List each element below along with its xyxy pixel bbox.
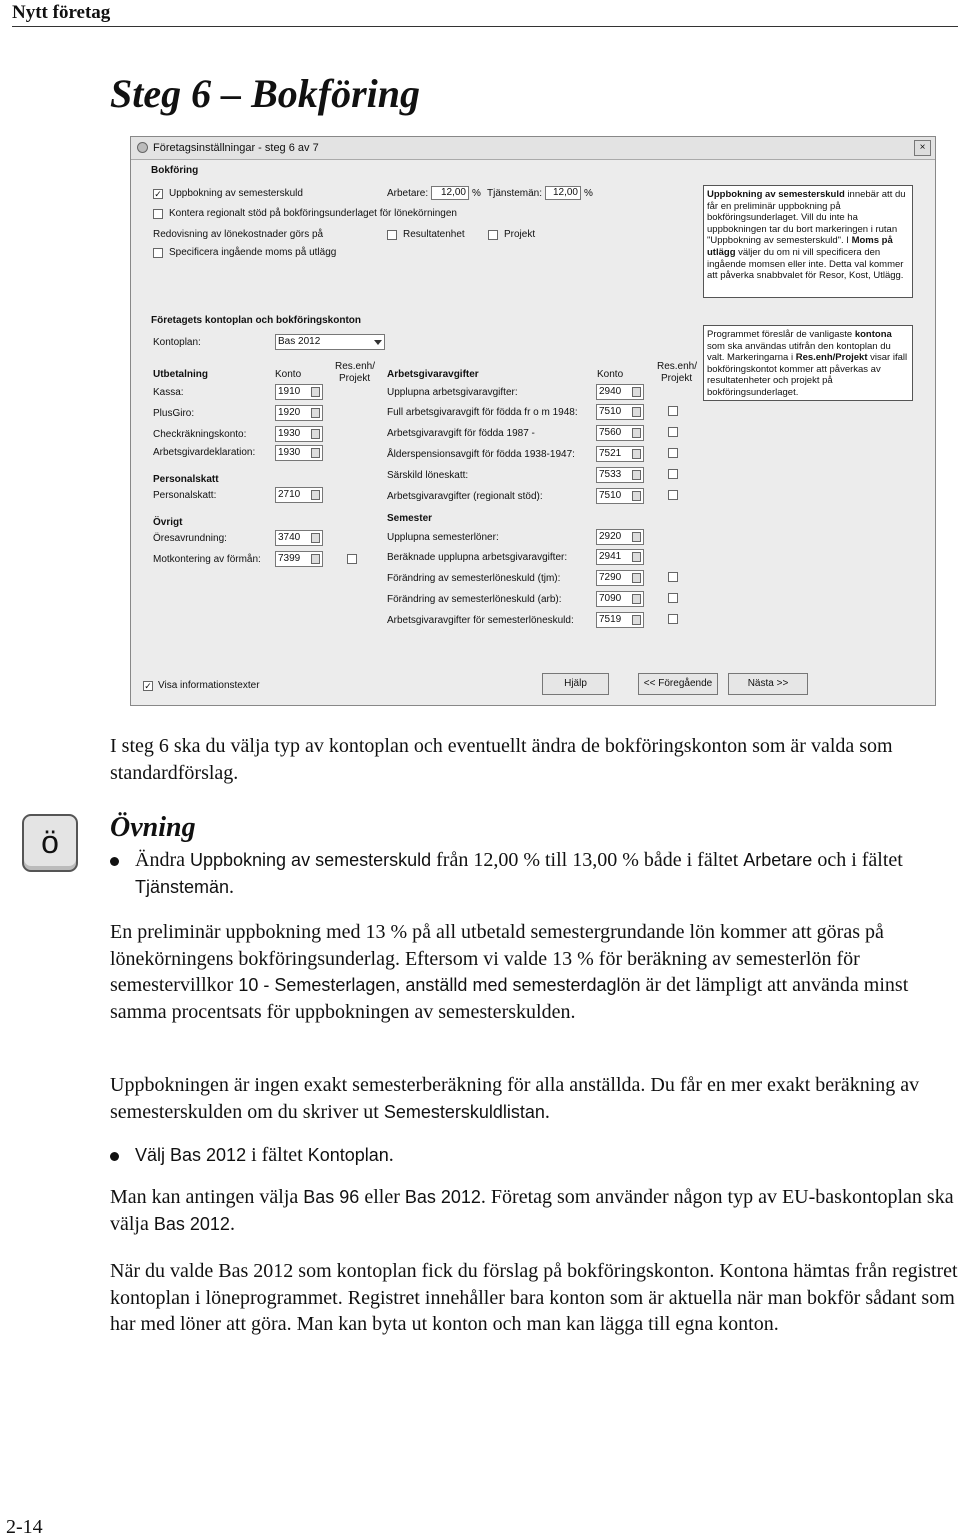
p4d: Bas 2012 (404, 1187, 481, 1207)
paragraph-3 (110, 1072, 958, 1125)
checkbox-visa-info[interactable]: ✓ (144, 681, 152, 691)
kontoplan-select[interactable] (275, 334, 385, 350)
lookup-icon[interactable] (632, 615, 641, 625)
checkbox-resenh-motkontering[interactable] (347, 554, 357, 564)
b2d: Kontoplan (307, 1145, 389, 1165)
p2b: bokföringsunderlag (238, 947, 395, 970)
checkbox-resultatenhet[interactable] (387, 230, 397, 240)
info1-text2: väljer du om ni vill specificera den ingående momsen eller inte. Detta val kommer att påverka snabbvalet för Resor, Kost, Utlägg. (707, 246, 904, 282)
app-icon (137, 142, 148, 153)
konto-forandring-tjm-value: 7290 (599, 572, 622, 583)
label-kontera: Kontera regionalt stöd på bokföringsunderlaget för lönekörningen (169, 208, 457, 219)
chevron-down-icon (374, 340, 382, 345)
group-semester: Semester (387, 513, 433, 524)
pct-arbetare: % (472, 188, 481, 199)
info2-pre: Programmet föreslår de vanligaste (707, 329, 855, 340)
label-resultatenhet: Resultatenhet (403, 229, 465, 240)
label-forandring-arb: Förändring av semesterlöneskuld (arb): (387, 594, 562, 605)
label-uppbokning: Uppbokning av semesterskuld (169, 188, 303, 199)
konto-aga-regionalt[interactable] (596, 488, 644, 504)
lookup-icon[interactable] (632, 532, 641, 542)
checkbox-resenh-forandring-arb[interactable] (668, 593, 678, 603)
running-header-title: Nytt företag (12, 2, 111, 23)
info2-bold1: kontona (854, 329, 892, 340)
p4g: . (229, 1212, 235, 1235)
label-alderspension: Ålderspensionsavgift för födda 1938-1947: (387, 449, 575, 460)
b1e: och i fältet (812, 849, 903, 871)
col-resenh-left-1: Res.enh/ (335, 361, 376, 372)
group-ovrigt: Övrigt (153, 517, 183, 528)
konto-arbetsgivardekl[interactable] (275, 445, 323, 461)
tjansteman-input[interactable]: 12,00 (545, 186, 581, 200)
konto-aga-regionalt-value: 7510 (599, 490, 622, 501)
konto-alderspension-value: 7521 (599, 448, 622, 459)
label-ber-upplupna: Beräknade upplupna arbetsgivaravgifter: (387, 552, 568, 563)
checkbox-resenh-aga-1987[interactable] (668, 427, 678, 437)
konto-checkrakning[interactable] (275, 426, 323, 442)
key-letter: ö (41, 824, 59, 860)
p3a: Uppbokningen är ingen exakt semesterberäkning för alla anställda. Du får en mer exakt beräkning av semesterskulden om du skriver ut (110, 1074, 920, 1123)
b2a: Välj (135, 1145, 171, 1165)
konto-alderspension[interactable] (596, 446, 644, 462)
b2e: . (388, 1144, 394, 1166)
p2c: . Eftersom vi valde 13 % för beräkning av semesterlön för semestervillkor (110, 947, 860, 997)
label-aga-regionalt: Arbetsgivaravgifter (regionalt stöd): (387, 491, 543, 502)
lookup-icon[interactable] (311, 554, 320, 564)
label-checkrakning: Checkräkningskonto: (153, 429, 247, 440)
group-arbetsgivaravgifter: Arbetsgivaravgifter (387, 369, 479, 380)
b2b: Bas 2012 (170, 1145, 247, 1165)
konto-ber-upplupna[interactable] (596, 549, 644, 565)
konto-full-aga[interactable] (596, 404, 644, 420)
col-resenh-right-1: Res.enh/ (657, 361, 698, 372)
checkbox-resenh-aga-semester[interactable] (668, 614, 678, 624)
lookup-icon[interactable] (632, 470, 641, 480)
checkbox-projekt[interactable] (488, 230, 498, 240)
col-konto-left: Konto (275, 369, 302, 380)
label-motkontering: Motkontering av förmån: (153, 554, 261, 565)
konto-oresavrundning-value: 3740 (278, 532, 301, 543)
konto-motkontering[interactable] (275, 551, 323, 567)
konto-checkrakning-value: 1930 (278, 428, 301, 439)
label-upplupna-sem: Upplupna semesterlöner: (387, 532, 499, 543)
info1-bold2: Moms på utlägg (707, 235, 893, 258)
info-box-kontoplan (703, 325, 913, 401)
arbetare-input[interactable]: 12,00 (431, 186, 469, 200)
konto-aga-1987-value: 7560 (599, 427, 622, 438)
col-konto-right: Konto (597, 369, 624, 380)
b1c: från 12,00 % till 13,00 % både i fältet (431, 849, 744, 871)
konto-forandring-arb-value: 7090 (599, 593, 622, 604)
info2-bold2: Res.enh/Projekt (795, 352, 868, 364)
label-personalskatt: Personalskatt: (153, 490, 217, 501)
label-visa-info: Visa informationstexter (158, 680, 260, 691)
exercise-bullet-2 (110, 1142, 958, 1170)
label-projekt: Projekt (504, 229, 536, 240)
konto-upplupna-sem[interactable] (596, 529, 644, 545)
info2-mid: som ska användas utifrån den kontoplan du valt. Markeringarna i (707, 340, 891, 364)
exercise-bullet-1 (110, 847, 958, 901)
lookup-icon[interactable] (632, 428, 641, 438)
b1d: Arbetare (743, 850, 813, 870)
lookup-icon[interactable] (632, 491, 641, 501)
paragraph-5: När du valde Bas 2012 som kontoplan fick du förslag på bokföringskonton. Kontona hämtas från registret kontoplan i löneprogrammet. Registret innehåller bara konton som är aktuella när man bokför sådant som har med löner att göra. Man kan byta ut konton och man kan lägga till egna konton. (110, 1260, 958, 1336)
konto-aga-semester-value: 7519 (599, 614, 622, 625)
konto-upplupna-aga-value: 2940 (599, 386, 622, 397)
p4f: Bas 2012 (153, 1213, 230, 1234)
konto-forandring-arb[interactable] (596, 591, 644, 607)
label-tjansteman: Tjänstemän: (487, 188, 543, 199)
intro-paragraph: I steg 6 ska du välja typ av kontoplan och eventuellt ändra de bokföringskonton som är valda som standardförslag. (110, 735, 893, 784)
bullet-dot (110, 1152, 119, 1161)
paragraph-4 (110, 1184, 958, 1237)
label-oresavrundning: Öresavrundning: (153, 533, 227, 544)
label-forandring-tjm: Förändring av semesterlöneskuld (tjm): (387, 573, 561, 584)
p2e: är det lämpligt att använda minst samma procentsats för uppbokningen av semesterskulden. (110, 974, 909, 1023)
b1a: Ändra (135, 849, 190, 871)
konto-kassa[interactable] (275, 384, 323, 400)
checkbox-resenh-forandring-tjm[interactable] (668, 572, 678, 582)
konto-forandring-tjm[interactable] (596, 570, 644, 586)
pct-tjansteman: % (584, 188, 593, 199)
checkbox-uppbokning[interactable]: ✓ (154, 189, 162, 199)
lookup-icon[interactable] (632, 449, 641, 459)
lookup-icon[interactable] (632, 407, 641, 417)
label-aga-semester: Arbetsgivaravgifter för semesterlöneskuld: (387, 615, 574, 626)
label-sarskild: Särskild löneskatt: (387, 470, 469, 481)
label-kontoplan: Kontoplan: (153, 337, 201, 348)
lookup-icon[interactable] (632, 573, 641, 583)
konto-oresavrundning[interactable] (275, 530, 323, 546)
p4e: . Företag som använder någon typ av EU-baskontoplan ska välja (110, 1186, 954, 1235)
info2-post: visar ifall bokföringskontot kommer att påverkas av resultatenheter och projekt på bokföringsunderlaget. (707, 352, 908, 398)
b1g: . (229, 875, 235, 898)
page-number: 2-14 (6, 1516, 43, 1538)
next-button[interactable]: Nästa >> (728, 673, 808, 695)
info1-pre2: I (846, 235, 852, 247)
lookup-icon[interactable] (311, 387, 320, 397)
konto-upplupna-aga[interactable] (596, 384, 644, 400)
bullet-1-text (135, 847, 958, 900)
label-aga-1987: Arbetsgivaravgift för födda 1987 - (387, 428, 535, 439)
lookup-icon[interactable] (632, 387, 641, 397)
b1f: Tjänstemän (135, 876, 230, 897)
konto-arbetsgivardekl-value: 1930 (278, 447, 301, 458)
section-heading: Steg 6 – Bokföring (110, 71, 421, 116)
label-arbetsgivardekl: Arbetsgivardeklaration: (153, 447, 256, 458)
lookup-icon[interactable] (311, 429, 320, 439)
lookup-icon[interactable] (311, 448, 320, 458)
checkbox-resenh-sarskild[interactable] (668, 469, 678, 479)
lookup-icon[interactable] (632, 552, 641, 562)
konto-full-aga-value: 7510 (599, 406, 622, 417)
lookup-icon[interactable] (632, 594, 641, 604)
checkbox-kontera[interactable] (153, 209, 163, 219)
konto-personalskatt-value: 2710 (278, 489, 301, 500)
konto-kassa-value: 1910 (278, 386, 301, 397)
checkbox-specificera[interactable] (153, 248, 163, 258)
p4a: Man kan antingen välja (110, 1186, 304, 1208)
label-upplupna-aga: Upplupna arbetsgivaravgifter: (387, 387, 518, 398)
info1-text: innebär att du får en preliminär uppbokning på bokföringsunderlaget. Vill du inte ha uppbokningen tar du bort markeringen i rutan "Uppbokning av semesterskuld". (707, 189, 906, 247)
konto-personalskatt[interactable] (275, 487, 323, 503)
keyboard-key-icon (22, 814, 78, 872)
label-plusgiro: PlusGiro: (153, 408, 195, 419)
window-titlebar (131, 137, 935, 160)
info-box-uppbokning (703, 185, 913, 298)
label-arbetare: Arbetare: (387, 188, 429, 199)
exercise-heading: Övning (110, 812, 196, 843)
konto-plusgiro[interactable] (275, 405, 323, 421)
p3b: Semesterskuldlistan (383, 1101, 545, 1122)
konto-upplupna-sem-value: 2920 (599, 531, 622, 542)
konto-sarskild-value: 7533 (599, 469, 622, 480)
p2d: 10 - Semesterlagen, anställd med semesterdaglön (238, 975, 641, 996)
lookup-icon[interactable] (311, 408, 320, 418)
lookup-icon[interactable] (311, 490, 320, 500)
group-utbetalning: Utbetalning (153, 369, 208, 380)
previous-button[interactable]: << Föregående (638, 673, 718, 695)
close-icon[interactable]: × (914, 140, 931, 156)
label-full-aga: Full arbetsgivaravgift för födda fr o m 1948: (387, 407, 578, 418)
bullet-2-text (135, 1142, 958, 1169)
konto-ber-upplupna-value: 2941 (599, 551, 622, 562)
checkbox-resenh-aga-regionalt[interactable] (668, 490, 678, 500)
running-header (12, 0, 958, 27)
konto-aga-1987[interactable] (596, 425, 644, 441)
group-personalskatt: Personalskatt (153, 474, 219, 485)
konto-aga-semester[interactable] (596, 612, 644, 628)
col-resenh-left-2: Projekt (339, 373, 371, 384)
info1-bold: Uppbokning av semesterskuld (707, 189, 845, 200)
help-button[interactable]: Hjälp (542, 673, 609, 695)
checkbox-resenh-full-aga[interactable] (668, 406, 678, 416)
konto-sarskild[interactable] (596, 467, 644, 483)
window-title: Företagsinställningar - steg 6 av 7 (153, 142, 319, 154)
p4b: Bas 96 (303, 1187, 360, 1207)
section-bokforing: Bokföring (151, 165, 199, 176)
konto-plusgiro-value: 1920 (278, 407, 301, 418)
label-redovisning: Redovisning av lönekostnader görs på (153, 229, 324, 240)
col-resenh-right-2: Projekt (661, 373, 693, 384)
p4c: eller (359, 1186, 405, 1208)
konto-motkontering-value: 7399 (278, 553, 301, 564)
paragraph-2 (110, 919, 958, 1025)
settings-window (130, 136, 936, 706)
label-specificera: Specificera ingående moms på utlägg (169, 247, 337, 258)
kontoplan-value: Bas 2012 (278, 336, 321, 347)
label-kassa: Kassa: (153, 387, 184, 398)
lookup-icon[interactable] (311, 533, 320, 543)
bullet-dot (110, 857, 119, 866)
p2a: En preliminär uppbokning med 13 % på all utbetald semestergrundande lön kommer att göras på lönekörningens (110, 921, 884, 970)
b1b: Uppbokning av semesterskuld (189, 850, 432, 870)
section-kontoplan: Företagets kontoplan och bokföringskonton (151, 315, 361, 326)
p3c: . (544, 1100, 550, 1123)
b2c: i fältet (246, 1144, 308, 1166)
checkbox-resenh-alderspension[interactable] (668, 448, 678, 458)
